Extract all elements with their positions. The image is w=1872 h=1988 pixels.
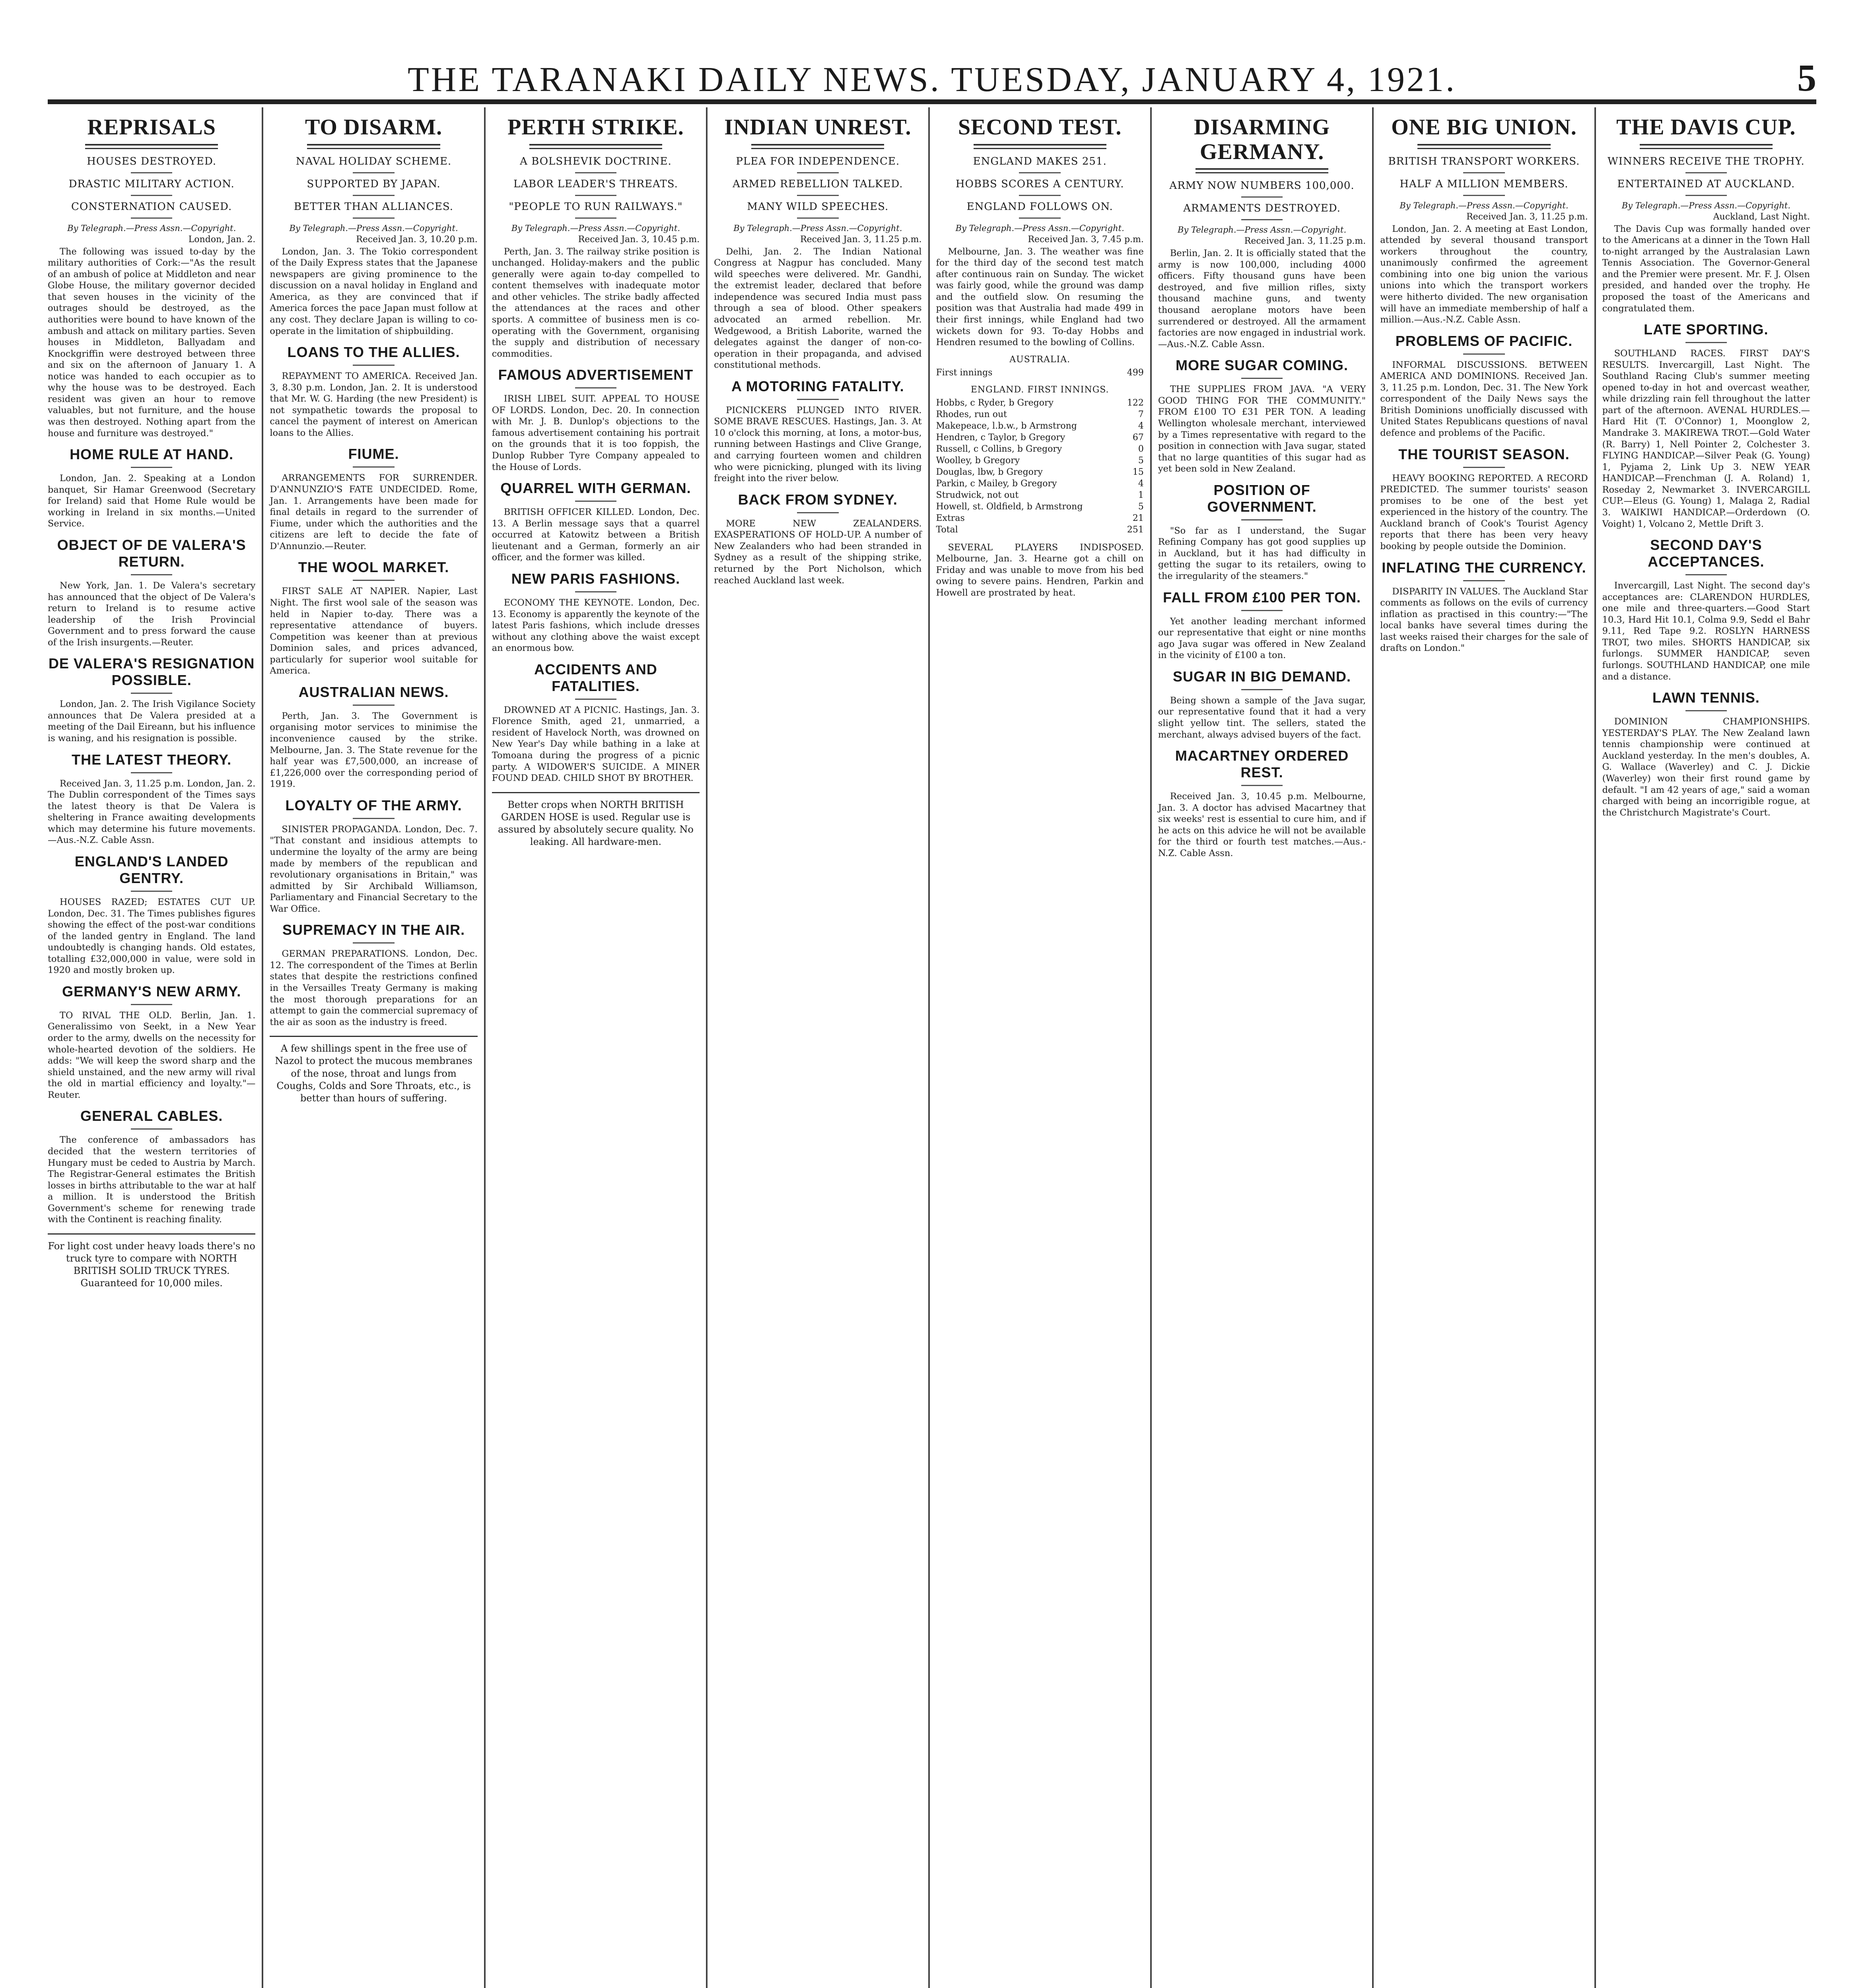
section-headline: MACARTNEY ORDERED REST.	[1175, 747, 1349, 781]
article-body: Berlin, Jan. 2. It is officially stated that the army is now 100,000, including 4000 officers. Fifty thousand guns have been destroyed, and five million rifles, sixty thousand machine guns, and twenty thousand aeroplane motors have been surrendered or destroyed. All the armament factories are now engaged in industrial work.—Aus.-N.Z. Cable Assn.	[1158, 248, 1366, 349]
section-body: New York, Jan. 1. De Valera's secretary has announced that the object of De Valera's return to Ireland is to resume active leadership of the Irish Provincial Government and to press forward the cause of the Irish insurgents.—Reuter.	[48, 580, 256, 648]
section-body: SINISTER PROPAGANDA. London, Dec. 7. "That constant and insidious attempts to undermine the loyalty of the army are being made by members of the republican and revolutionary organisations in Britain," was admitted by Sir Archibald Williamson, Parliamentary and Financial Secretary to the War Office.	[270, 824, 478, 914]
article-headline: THE DAVIS CUP.	[1616, 115, 1796, 140]
press-credit: By Telegraph.—Press Assn.—Copyright.	[289, 223, 458, 233]
section-body: Received Jan. 3, 10.45 p.m. Melbourne, Jan. 3. A doctor has advised Macartney that six weeks' rest is essential to cure him, and if he acts on this advice he will not be available for the third or fourth test matches.—Aus.-N.Z. Cable Assn.	[1158, 791, 1366, 858]
scorecard-row	[936, 466, 1144, 478]
section-body: FIRST SALE AT NAPIER. Napier, Last Night. The first wool sale of the season was held in Napier to-day. There was a representative attendance of buyers. Competition was keener than at previous Dominion sales, and prices advanced, particularly for superior wool suitable for America.	[270, 586, 478, 676]
divider	[1685, 195, 1727, 196]
press-credit: By Telegraph.—Press Assn.—Copyright.	[511, 223, 680, 233]
article-headline: DISARMING GERMANY.	[1194, 115, 1330, 164]
scorecard-row	[936, 478, 1144, 489]
batsman: Parkin, c Mailey, b Gregory	[936, 478, 1057, 489]
press-credit: By Telegraph.—Press Assn.—Copyright.	[67, 223, 236, 233]
batsman: Strudwick, not out	[936, 490, 1019, 500]
article-headline: TO DISARM.	[305, 115, 443, 140]
section-body: THE SUPPLIES FROM JAVA. "A VERY GOOD THING FOR THE COMMUNITY." FROM £100 TO £31 PER TON. A leading Wellington wholesale merchant, interviewed by a Times representative with regard to the position in connection with Java sugar, stated that no large quantities of this sugar had as yet been sold in New Zealand.	[1158, 384, 1366, 474]
advertisement	[270, 1036, 477, 1105]
press-credit: By Telegraph.—Press Assn.—Copyright.	[1177, 225, 1347, 235]
divider	[1241, 689, 1283, 690]
dateline: Received Jan. 3, 11.25 p.m.	[1466, 212, 1588, 222]
divider	[131, 1004, 173, 1005]
press-credit: By Telegraph.—Press Assn.—Copyright.	[1400, 200, 1569, 210]
section-body: MORE NEW ZEALANDERS. EXASPERATIONS OF HOLD-UP. A number of New Zealanders who had been stranded in Sydney as a result of the shipping strike, returned by the Port Nicholson, which reached Auckland last week.	[714, 518, 922, 586]
section-body: Invercargill, Last Night. The second day's acceptances are: CLARENDON HURDLES, one mile and three-quarters.—Good Start 10.3, Hard Hit 10.1, Colma 9.9, Sedd el Bahr 9.11, Red Tape 9.2. ROSLYN HARNESS TROT, two miles. SHORTS HANDICAP, six furlongs. SUMMER HANDICAP, seven furlongs. SOUTHLAND HANDICAP, one mile and a distance.	[1602, 580, 1810, 682]
divider	[353, 705, 395, 706]
section-headline: THE LATEST THEORY.	[72, 751, 232, 768]
section-headline: PROBLEMS OF PACIFIC.	[1395, 332, 1573, 349]
section-headline: THE WOOL MARKET.	[298, 559, 449, 576]
article-headline: INDIAN UNREST.	[724, 115, 912, 140]
runs: 251	[1127, 524, 1144, 535]
divider	[131, 195, 173, 196]
section-body: ARRANGEMENTS FOR SURRENDER. D'ANNUNZIO'S FATE UNDECIDED. Rome, Jan. 1. Arrangements have been made for final details in regard to the surrender of Fiume, under which the authorities and the citizens are left to decide the fate of D'Annunzio.—Reuter.	[270, 473, 478, 551]
runs: 1	[1138, 490, 1144, 500]
dateline: Received Jan. 3, 11.25 p.m.	[800, 234, 922, 245]
divider	[1463, 580, 1505, 581]
section-body: Being shown a sample of the Java sugar, our representative found that it had a very slight yellow tint. The sellers, stated the merchant, always advised buyers of the fact.	[1158, 695, 1366, 740]
article-subhead: WINNERS RECEIVE THE TROPHY.	[1608, 155, 1805, 167]
divider	[353, 818, 395, 819]
article-headline: ONE BIG UNION.	[1391, 115, 1577, 140]
section-headline: INFLATING THE CURRENCY.	[1382, 559, 1586, 576]
divider	[575, 591, 617, 592]
section-headline: DE VALERA'S RESIGNATION POSSIBLE.	[49, 655, 255, 689]
section-body: Perth, Jan. 3. The Government is organising motor services to minimise the inconvenience caused by the strike. Melbourne, Jan. 3. The State revenue for the half year was £7,500,000, an increase of £1,226,000 over the corresponding period of 1919.	[270, 711, 478, 790]
scorecard-row	[936, 524, 1144, 536]
scorecard-row	[936, 489, 1144, 501]
section-headline: SUGAR IN BIG DEMAND.	[1173, 668, 1351, 685]
article-subhead: ENGLAND FOLLOWS ON.	[966, 200, 1113, 213]
advertisement	[492, 792, 700, 848]
page-number: 5	[1797, 56, 1816, 99]
section-headline: FIUME.	[348, 446, 399, 462]
article-body: The following was issued to-day by the military authorities of Cork:—"As the result of an ambush of police at Middleton and near Globe House, the military governor decided that seven houses in the vicinity of the outrages should be destroyed, as the authorities were bound to have known of the ambush and attack on military parties. Seven houses in Middleton, Ballyadam and Knockgriffin were destroyed between three and six on the afternoon of January 1. A notice was handed to each occupier as to why the house was to be destroyed. Each resident was given an hour to remove valuables, but not furniture, and the house was then destroyed. Nothing apart from the house and furniture was destroyed."	[48, 246, 256, 439]
article-subhead: A BOLSHEVIK DOCTRINE.	[520, 155, 672, 167]
batsman: Hobbs, c Ryder, b Gregory	[936, 398, 1054, 408]
section-headline: A MOTORING FATALITY.	[731, 378, 904, 394]
article-body: London, Jan. 2. A meeting at East London, attended by several thousand transport workers throughout the country, unanimously confirmed the agreement combining into one big union the various unions into which the transport workers were hitherto divided. The new organisation will have an immediate membership of half a million.—Aus.-N.Z. Cable Assn.	[1380, 223, 1588, 325]
runs: 4	[1138, 421, 1144, 431]
divider	[797, 217, 839, 219]
score-label: First innings	[936, 367, 993, 378]
article-headline: SECOND TEST.	[958, 115, 1122, 140]
batsman: Rhodes, run out	[936, 409, 1007, 419]
batsman: Howell, st. Oldfield, b Armstrong	[936, 501, 1083, 512]
article-subhead: DRASTIC MILITARY ACTION.	[68, 178, 235, 190]
runs: 21	[1132, 513, 1144, 523]
column-3	[484, 107, 706, 1988]
column-6	[1150, 107, 1372, 1988]
batsman: Total	[936, 524, 958, 535]
batsman: Makepeace, l.b.w., b Armstrong	[936, 421, 1077, 431]
article-subhead: CONSTERNATION CAUSED.	[71, 200, 232, 213]
headline-rule	[1640, 144, 1773, 149]
article-body: Perth, Jan. 3. The railway strike position is unchanged. Holiday-makers and the public generally were again to-day compelled to content themselves with inadequate motor and other vehicles. The strike badly affected the attendances at the races and other sports. A committee of business men is co-operating with the Government, organising the supply and distribution of necessary commodities.	[492, 246, 700, 359]
section-headline: LATE SPORTING.	[1644, 321, 1769, 338]
article-subhead: ARMY NOW NUMBERS 100,000.	[1169, 180, 1355, 192]
section-body: GERMAN PREPARATIONS. London, Dec. 12. The correspondent of the Times at Berlin states that despite the restrictions confined in the Versailles Treaty Germany is making the most thorough preparations for an attempt to gain the commercial supremacy of the air as soon as the industry is freed.	[270, 949, 478, 1027]
column-8	[1594, 107, 1816, 1988]
article-body: Melbourne, Jan. 3. The weather was fine for the third day of the second test match after continuous rain on Sunday. The wicket was fairly good, while the ground was damp and the outfield slow. On resuming the position was that Australia had made 499 in their first innings, while England had two wickets down for 93. To-day Hobbs and Hendren resumed to the bowling of Collins.	[936, 246, 1144, 348]
section-body: HEAVY BOOKING REPORTED. A RECORD PREDICTED. The summer tourists' season promises to be one of the best yet experienced in the history of the country. The Auckland branch of Cook's Tourist Agency reports that there has been very heavy booking by people outside the Dominion.	[1380, 473, 1588, 551]
section-headline: NEW PARIS FASHIONS.	[511, 570, 680, 587]
divider	[131, 217, 173, 219]
section-headline: HOME RULE AT HAND.	[70, 446, 234, 463]
dateline: Received Jan. 3, 7.45 p.m.	[1028, 234, 1144, 245]
article-subhead: LABOR LEADER'S THREATS.	[513, 178, 678, 190]
section-headline: THE TOURIST SEASON.	[1398, 446, 1570, 462]
section-headline: BACK FROM SYDNEY.	[738, 491, 898, 508]
headline-rule	[1417, 144, 1550, 149]
article-subhead: ARMED REBELLION TALKED.	[733, 178, 903, 190]
runs: 4	[1138, 478, 1144, 489]
article-body: The Davis Cup was formally handed over to the Americans at a dinner in the Town Hall to-night arranged by the Australasian Lawn Tennis Association. The Governor-General and the Premier were present. Mr. F. J. Olsen presided, and handed over the trophy. He proposed the toast of the Americans and congratulated them.	[1602, 223, 1810, 314]
headline-rule	[751, 144, 884, 149]
divider	[353, 217, 395, 219]
advertisement-text: A few shillings spent in the free use of Nazol to protect the mucous membranes of the nose, throat and lungs from Coughs, Colds and Sore Throats, etc., is better than hours of suffering.	[275, 1043, 472, 1104]
advertisement-text: For light cost under heavy loads there's no truck tyre to compare with NORTH BRITISH SOLID TRUCK TYRES. Guaranteed for 10,000 miles.	[48, 1240, 255, 1289]
column-4	[706, 107, 928, 1988]
divider	[131, 467, 173, 468]
section-headline: SECOND DAY'S ACCEPTANCES.	[1648, 537, 1765, 570]
dateline: London, Jan. 2.	[188, 234, 256, 245]
divider	[575, 172, 617, 173]
headline-rule	[974, 144, 1106, 149]
divider	[131, 1128, 173, 1130]
divider	[131, 693, 173, 694]
divider	[575, 195, 617, 196]
section-headline: LOANS TO THE ALLIES.	[287, 344, 460, 361]
section-body: London, Jan. 2. The Irish Vigilance Society announces that De Valera presided at a meeting of the Dail Eireann, but his influence is waning, and his resignation is possible.	[48, 699, 256, 744]
divider	[1019, 172, 1061, 173]
score-runs: 499	[1127, 367, 1144, 378]
section-headline: ACCIDENTS AND FATALITIES.	[534, 661, 657, 694]
dateline: Received Jan. 3, 10.20 p.m.	[356, 234, 478, 245]
advertisement-text: Better crops when NORTH BRITISH GARDEN HOSE is used. Regular use is assured by absolutely secure quality. No leaking. All hardware-men.	[498, 799, 694, 848]
section-headline: GENERAL CABLES.	[80, 1108, 223, 1124]
scorecard-row	[936, 420, 1144, 432]
masthead	[48, 56, 1816, 99]
section-body: DISPARITY IN VALUES. The Auckland Star comments as follows on the evils of currency inflation as practised in this country:—"The local banks have several times during the last weeks raised their charges for the sale of drafts on London."	[1380, 586, 1588, 654]
divider	[353, 172, 395, 173]
article-subhead: SUPPORTED BY JAPAN.	[307, 178, 441, 190]
scorecard-row	[936, 455, 1144, 466]
article-body: Delhi, Jan. 2. The Indian National Congress at Nagpur has concluded. Many wild speeches were delivered. Mr. Gandhi, the extremist leader, declared that before independence was secured India must pass through a sea of blood. Other speakers advocated an armed rebellion. Mr. Wedgewood, a British Laborite, warned the delegates against the danger of non-co-operation in their propaganda, and advised constitutional methods.	[714, 246, 922, 371]
australia-score	[936, 367, 1144, 379]
section-body: "So far as I understand, the Sugar Refining Company has got good supplies up in Auckland, but it has had difficulty in getting the sugar to its retailers, owing to the irregularity of the steamers."	[1158, 525, 1366, 581]
section-body: TO RIVAL THE OLD. Berlin, Jan. 1. Generalissimo von Seekt, in a New Year order to the army, dwells on the necessity for whole-hearted devotion of the soldiers. He adds: "We will keep the sword sharp and the shield unstained, and the new army will rival the old in martial efficiency and loyalty."—Reuter.	[48, 1010, 256, 1100]
divider	[353, 466, 395, 468]
section-headline: SUPREMACY IN THE AIR.	[282, 922, 465, 938]
divider	[1241, 196, 1283, 198]
section-body: PICNICKERS PLUNGED INTO RIVER. SOME BRAVE RESCUES. Hastings, Jan. 3. At 10 o'clock this morning, at Ions, a motor-bus, running between Hastings and Clive Grange, and carrying fourteen women and children who were picnicking, plunged with its living freight into the river below.	[714, 405, 922, 484]
section-body: DOMINION CHAMPIONSHIPS. YESTERDAY'S PLAY. The New Zealand lawn tennis championship were continued at Auckland yesterday. In the men's doubles, A. G. Wallace (Waverley) and C. J. Dickie (Waverley) won their first round game by default. "I am 42 years of age," said a woman charged with being an incorrigible rogue, at the Christchurch Magistrate's Court.	[1602, 716, 1810, 818]
divider	[1241, 610, 1283, 611]
article-subhead: ARMAMENTS DESTROYED.	[1183, 202, 1341, 215]
section-headline: OBJECT OF DE VALERA'S RETURN.	[57, 536, 246, 570]
divider	[575, 501, 617, 502]
press-credit: By Telegraph.—Press Assn.—Copyright.	[955, 223, 1124, 233]
divider	[575, 387, 617, 388]
section-headline: LOYALTY OF THE ARMY.	[285, 797, 462, 813]
section-headline: POSITION OF GOVERNMENT.	[1207, 481, 1317, 515]
section-body: Yet another leading merchant informed our representative that eight or nine months ago Java sugar was offered in New Zealand in the vicinity of £100 a ton.	[1158, 616, 1366, 661]
scorecard-row	[936, 443, 1144, 455]
headline-rule	[1196, 168, 1328, 173]
batsman: Extras	[936, 513, 965, 523]
scorecard-title: AUSTRALIA.	[1009, 354, 1071, 365]
article-subhead: BRITISH TRANSPORT WORKERS.	[1388, 155, 1580, 167]
divider	[131, 574, 173, 575]
column-2	[262, 107, 484, 1988]
divider	[353, 195, 395, 196]
divider	[797, 172, 839, 173]
section-headline: QUARREL WITH GERMAN.	[500, 480, 691, 497]
divider	[1463, 353, 1505, 355]
scorecard-table	[936, 397, 1144, 536]
column-7	[1372, 107, 1594, 1988]
divider	[131, 772, 173, 773]
divider	[575, 699, 617, 700]
dateline: Received Jan. 3, 10.45 p.m.	[578, 234, 700, 245]
runs: 7	[1138, 409, 1144, 419]
article-subhead: HALF A MILLION MEMBERS.	[1400, 178, 1569, 190]
divider	[1019, 217, 1061, 219]
section-headline: FAMOUS ADVERTISEMENT	[498, 367, 694, 383]
runs: 122	[1127, 398, 1144, 408]
headline-rule	[307, 144, 440, 149]
advertisement	[48, 1233, 255, 1290]
section-headline: LAWN TENNIS.	[1652, 689, 1760, 706]
runs: 15	[1132, 467, 1144, 477]
divider	[1241, 519, 1283, 520]
dateline: Auckland, Last Night.	[1713, 212, 1810, 222]
article-subhead: HOBBS SCORES A CENTURY.	[955, 178, 1124, 190]
scorecard-row	[936, 409, 1144, 420]
section-headline: GERMANY'S NEW ARMY.	[62, 983, 241, 1000]
divider	[353, 365, 395, 366]
columns	[48, 107, 1816, 1988]
article-headline: PERTH STRIKE.	[507, 115, 684, 140]
batsman: Woolley, b Gregory	[936, 455, 1020, 466]
divider	[1685, 710, 1727, 711]
scorecard-row	[936, 513, 1144, 524]
section-body: HOUSES RAZED; ESTATES CUT UP. London, Dec. 31. The Times publishes figures showing the effect of the post-war conditions of the landed gentry in England. The land undoubtedly is changing hands. Old estates, totalling £32,000,000 in value, were sold in 1920 and mostly broken up.	[48, 897, 256, 976]
section-headline: FALL FROM £100 PER TON.	[1163, 589, 1361, 606]
section-body: The conference of ambassadors has decided that the western territories of Hungary must be ceded to Austria by March. The Registrar-General estimates the British losses in births attributable to the war at half a million. It is understood the British Government's scheme for renewing trade with the Continent is reaching finality.	[48, 1135, 256, 1225]
batsman: Hendren, c Taylor, b Gregory	[936, 432, 1065, 443]
section-body: INFORMAL DISCUSSIONS. BETWEEN AMERICA AND DOMINIONS. Received Jan. 3, 11.25 p.m. London, Dec. 31. The New York correspondent of the Daily News says the British Dominions unofficially discussed with United States Republicans questions of naval defence and problems of the Pacific.	[1380, 359, 1588, 439]
article-subhead: NAVAL HOLIDAY SCHEME.	[295, 155, 452, 167]
divider	[1241, 785, 1283, 786]
section-body: London, Jan. 2. Speaking at a London banquet, Sir Hamar Greenwood (Secretary for Ireland) said that Home Rule would be working in Ireland in six months.—United Service.	[48, 473, 256, 529]
masthead-title: THE TARANAKI DAILY NEWS. TUESDAY, JANUARY 4, 1921.	[407, 60, 1457, 99]
divider	[1241, 219, 1283, 220]
column-1	[48, 107, 262, 1988]
section-body: BRITISH OFFICER KILLED. London, Dec. 13. A Berlin message says that a quarrel occurred at Katowitz between a British lieutenant and a German, formerly an air officer, and the former was killed.	[492, 507, 700, 563]
article-subhead: ENTERTAINED AT AUCKLAND.	[1617, 178, 1795, 190]
divider	[1685, 342, 1727, 343]
divider	[797, 195, 839, 196]
scorecard-title: ENGLAND. FIRST INNINGS.	[970, 384, 1109, 395]
divider	[1685, 574, 1727, 575]
divider	[353, 942, 395, 944]
divider	[1019, 195, 1061, 196]
section-body: ECONOMY THE KEYNOTE. London, Dec. 13. Economy is apparently the keynote of the latest Paris fashions, which include dresses without any clothing above the waist except an enormous bow.	[492, 597, 700, 654]
section-headline: MORE SUGAR COMING.	[1176, 357, 1349, 374]
divider	[797, 512, 839, 513]
divider	[797, 399, 839, 400]
article-subhead: BETTER THAN ALLIANCES.	[294, 200, 454, 213]
scorecard-row	[936, 397, 1144, 409]
divider	[131, 172, 173, 173]
batsman: Russell, c Collins, b Gregory	[936, 444, 1062, 454]
divider	[353, 580, 395, 581]
section-body: REPAYMENT TO AMERICA. Received Jan. 3, 8.30 p.m. London, Jan. 2. It is understood that Mr. W. G. Harding (the new President) is not sympathetic towards the proposal to cancel the payment of interest on American loans to the Allies.	[270, 371, 478, 438]
article-body: SEVERAL PLAYERS INDISPOSED. Melbourne, Jan. 3. Hearne got a chill on Friday and was unable to move from his bed owing to severe pains. Hendren, Parkin and Howell are prostrated by heat.	[936, 542, 1144, 598]
headline-rule	[85, 144, 218, 149]
press-credit: By Telegraph.—Press Assn.—Copyright.	[1621, 200, 1790, 210]
section-headline: ENGLAND'S LANDED GENTRY.	[74, 853, 229, 886]
section-body: Received Jan. 3, 11.25 p.m. London, Jan. 2. The Dublin correspondent of the Times says the latest theory is that De Valera is sheltering in France awaiting developments which may determine his future movements.—Aus.-N.Z. Cable Assn.	[48, 778, 256, 846]
headline-rule	[529, 144, 662, 149]
divider	[1463, 195, 1505, 196]
article-subhead: HOUSES DESTROYED.	[87, 155, 217, 167]
runs: 5	[1138, 501, 1144, 512]
section-headline: AUSTRALIAN NEWS.	[298, 683, 449, 700]
divider	[1685, 172, 1727, 173]
runs: 5	[1138, 455, 1144, 466]
article-subhead: MANY WILD SPEECHES.	[747, 200, 889, 213]
divider	[1463, 172, 1505, 173]
article-headline: REPRISALS	[87, 115, 216, 140]
article-subhead: PLEA FOR INDEPENDENCE.	[736, 155, 900, 167]
runs: 67	[1132, 432, 1144, 443]
article-subhead: ENGLAND MAKES 251.	[973, 155, 1107, 167]
divider	[1241, 378, 1283, 379]
batsman: Douglas, lbw, b Gregory	[936, 467, 1043, 477]
section-body: DROWNED AT A PICNIC. Hastings, Jan. 3. Florence Smith, aged 21, unmarried, a resident of Havelock North, was drowned on New Year's Day while bathing in a lake at Tomoana during the progress of a picnic party. A WIDOWER'S SUICIDE. A MINER FOUND DEAD. CHILD SHOT BY BROTHER.	[492, 705, 700, 784]
section-body: IRISH LIBEL SUIT. APPEAL TO HOUSE OF LORDS. London, Dec. 20. In connection with Mr. J. B. Dunlop's objections to the famous advertisement containing his portrait on the grounds that it is too foppish, the Dunlop Rubber Tyre Company appealed to the House of Lords.	[492, 394, 700, 472]
dateline: Received Jan. 3, 11.25 p.m.	[1244, 236, 1366, 247]
divider	[575, 217, 617, 219]
section-body: SOUTHLAND RACES. FIRST DAY'S RESULTS. Invercargill, Last Night. The Southland Racing Club's summer meeting opened to-day in hot and overcast weather, while drizzling rain fell throughout the latter part of the afternoon. AVENAL HURDLES.—Hard Hit (T. O'Connor) 1, Moonglow 2, Mandrake 3. MAKIREWA TROT.—Gold Water (R. Barry) 1, Nell Pointer 2, Colchester 3. FLYING HANDICAP.—Silver Peak (G. Young) 1, Pyjama 2, Link Up 3. NEW YEAR HANDICAP.—Frenchman (J. A. Roland) 1, Roseday 2, Newmarket 3. INVERCARGILL CUP.—Eleus (G. Young) 1, Malaga 2, Radial 3. WAIKIWI HANDICAP.—Orderdown (O. Voight) 1, Volcano 2, Mettle Drift 3.	[1602, 348, 1810, 529]
column-5	[928, 107, 1150, 1988]
article-subhead: "PEOPLE TO RUN RAILWAYS."	[509, 200, 683, 213]
scorecard-row	[936, 432, 1144, 443]
masthead-rule	[48, 99, 1816, 104]
press-credit: By Telegraph.—Press Assn.—Copyright.	[733, 223, 902, 233]
runs: 0	[1138, 444, 1144, 454]
scorecard-row	[936, 501, 1144, 513]
divider	[131, 891, 173, 892]
divider	[1463, 467, 1505, 468]
article-body: London, Jan. 3. The Tokio correspondent of the Daily Express states that the Japanese newspapers are giving prominence to the discussion on a naval holiday in England and America, as they are convinced that if America forces the pace Japan must follow at any cost. They declare Japan is willing to co-operate in the limitation of shipbuilding.	[270, 246, 478, 336]
